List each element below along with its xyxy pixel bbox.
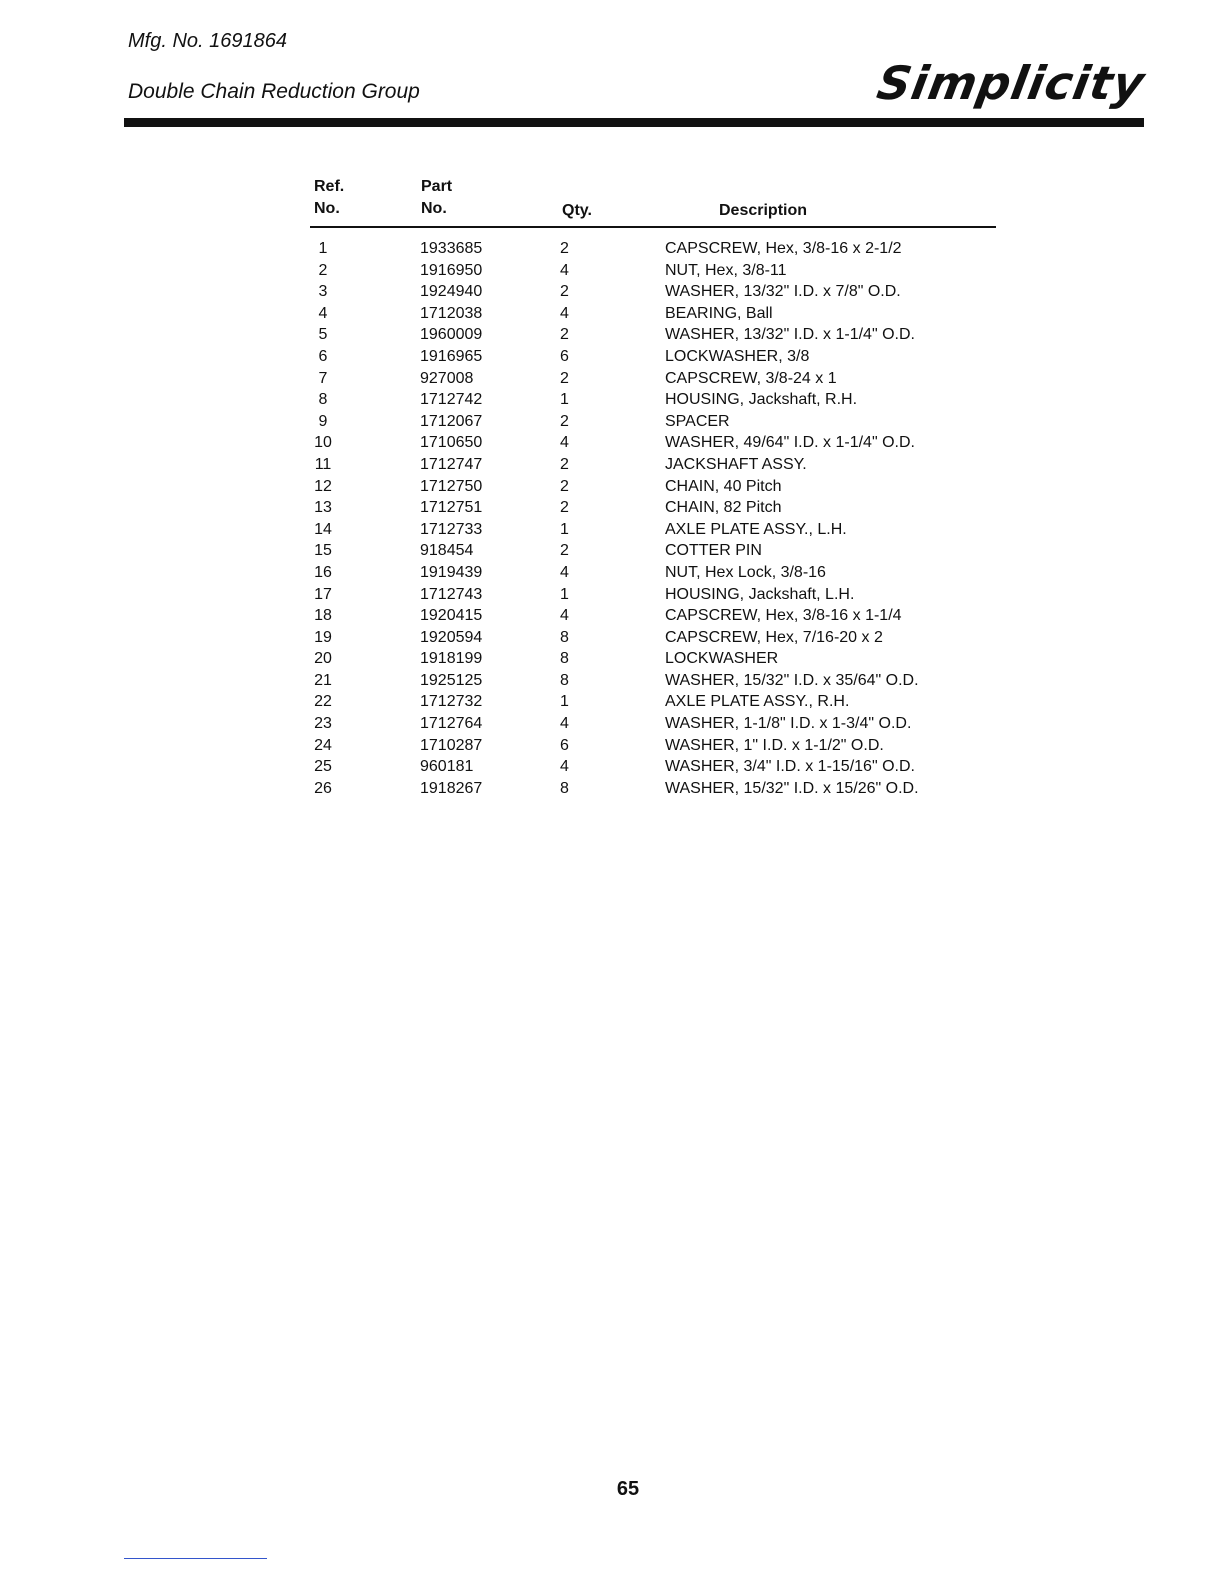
header-underline xyxy=(310,226,996,228)
part-number: 1960009 xyxy=(420,326,483,344)
quantity: 1 xyxy=(560,585,569,603)
ref-number: 5 xyxy=(318,326,328,344)
part-number: 1712751 xyxy=(420,499,483,517)
description: WASHER, 1-1/8" I.D. x 1-3/4" O.D. xyxy=(665,715,912,733)
description: WASHER, 1" I.D. x 1-1/2" O.D. xyxy=(665,736,884,754)
description: WASHER, 15/32" I.D. x 15/26" O.D. xyxy=(665,779,919,797)
part-number: 918454 xyxy=(420,542,474,560)
quantity: 8 xyxy=(560,671,569,689)
table-row xyxy=(0,454,1224,476)
table-row xyxy=(0,432,1224,454)
col-header-description: Description xyxy=(719,202,808,219)
description: SPACER xyxy=(665,412,730,430)
part-number: 1712742 xyxy=(420,391,483,409)
mfg-number: Mfg. No. 1691864 xyxy=(128,30,287,52)
quantity: 4 xyxy=(560,304,569,322)
quantity: 1 xyxy=(560,520,569,538)
description: WASHER, 13/32" I.D. x 1-1/4" O.D. xyxy=(665,326,915,344)
quantity: 4 xyxy=(560,715,569,733)
table-row xyxy=(0,519,1224,541)
page-number: 65 xyxy=(616,1478,640,1500)
table-row xyxy=(0,605,1224,627)
table-row xyxy=(0,584,1224,606)
ref-number: 16 xyxy=(314,563,332,581)
part-number: 1918267 xyxy=(420,779,483,797)
ref-number: 23 xyxy=(314,715,332,733)
col-header-part-line1: Part xyxy=(421,178,453,195)
description: CAPSCREW, Hex, 7/16-20 x 2 xyxy=(665,628,883,646)
description: CAPSCREW, 3/8-24 x 1 xyxy=(665,369,837,387)
table-row xyxy=(0,260,1224,282)
table-row xyxy=(0,497,1224,519)
quantity: 2 xyxy=(560,369,569,387)
table-row xyxy=(0,324,1224,346)
table-row xyxy=(0,756,1224,778)
group-title: Double Chain Reduction Group xyxy=(128,80,420,103)
part-number: 1712747 xyxy=(420,455,483,473)
quantity: 2 xyxy=(560,477,569,495)
ref-number: 20 xyxy=(314,650,332,668)
part-number: 1916950 xyxy=(420,261,483,279)
part-number: 927008 xyxy=(420,369,474,387)
part-number: 1933685 xyxy=(420,240,483,257)
table-row xyxy=(0,368,1224,390)
table-row xyxy=(0,691,1224,713)
ref-number: 13 xyxy=(314,499,332,517)
part-number: 1712732 xyxy=(420,693,483,711)
ref-number: 11 xyxy=(314,455,332,473)
table-row xyxy=(0,411,1224,433)
table-row xyxy=(0,238,1224,260)
ref-number: 25 xyxy=(314,758,332,776)
description: AXLE PLATE ASSY., L.H. xyxy=(665,520,847,538)
col-header-ref-line2: No. xyxy=(314,200,340,217)
description: CHAIN, 40 Pitch xyxy=(665,477,782,495)
ref-number: 15 xyxy=(314,542,332,560)
ref-number: 6 xyxy=(318,347,328,365)
footer-line xyxy=(124,1558,267,1559)
part-number: 1920594 xyxy=(420,628,483,646)
quantity: 2 xyxy=(560,283,569,301)
description: COTTER PIN xyxy=(665,542,762,560)
quantity: 2 xyxy=(560,499,569,517)
quantity: 8 xyxy=(560,779,569,797)
description: WASHER, 13/32" I.D. x 7/8" O.D. xyxy=(665,283,901,301)
description: NUT, Hex, 3/8-11 xyxy=(665,261,787,279)
ref-number: 2 xyxy=(318,261,328,279)
ref-number: 1 xyxy=(318,240,328,257)
part-number: 1710287 xyxy=(420,736,483,754)
part-number: 1919439 xyxy=(420,563,483,581)
ref-number: 18 xyxy=(314,607,332,625)
description: WASHER, 3/4" I.D. x 1-15/16" O.D. xyxy=(665,758,915,776)
ref-number: 26 xyxy=(314,779,332,797)
description: HOUSING, Jackshaft, L.H. xyxy=(665,585,855,603)
quantity: 4 xyxy=(560,434,569,452)
quantity: 8 xyxy=(560,628,569,646)
description: AXLE PLATE ASSY., R.H. xyxy=(665,693,850,711)
quantity: 2 xyxy=(560,240,569,257)
quantity: 1 xyxy=(560,391,569,409)
ref-number: 24 xyxy=(314,736,332,754)
col-header-part-line2: No. xyxy=(421,200,447,217)
part-number: 1925125 xyxy=(420,671,483,689)
part-number: 1712067 xyxy=(420,412,483,430)
ref-number: 14 xyxy=(314,520,332,538)
ref-number: 21 xyxy=(314,671,332,689)
table-row xyxy=(0,303,1224,325)
description: LOCKWASHER, 3/8 xyxy=(665,347,810,365)
col-header-qty: Qty. xyxy=(562,202,592,219)
brand-logo: Simplicity xyxy=(872,56,1149,110)
quantity: 4 xyxy=(560,607,569,625)
description: LOCKWASHER xyxy=(665,650,779,668)
description: BEARING, Ball xyxy=(665,304,773,322)
header-rule xyxy=(124,118,1144,127)
table-row xyxy=(0,670,1224,692)
table-row xyxy=(0,346,1224,368)
quantity: 6 xyxy=(560,347,569,365)
description: NUT, Hex Lock, 3/8-16 xyxy=(665,563,826,581)
part-number: 960181 xyxy=(420,758,474,776)
ref-number: 8 xyxy=(318,391,328,409)
ref-number: 12 xyxy=(314,477,332,495)
ref-number: 17 xyxy=(314,585,332,603)
table-row xyxy=(0,627,1224,649)
table-row xyxy=(0,562,1224,584)
description: HOUSING, Jackshaft, R.H. xyxy=(665,391,858,409)
quantity: 2 xyxy=(560,326,569,344)
table-row xyxy=(0,778,1224,800)
ref-number: 22 xyxy=(314,693,332,711)
part-number: 1712750 xyxy=(420,477,483,495)
quantity: 4 xyxy=(560,261,569,279)
table-row xyxy=(0,389,1224,411)
description: WASHER, 15/32" I.D. x 35/64" O.D. xyxy=(665,671,919,689)
parts-list xyxy=(0,238,1224,799)
description: JACKSHAFT ASSY. xyxy=(665,455,807,473)
ref-number: 3 xyxy=(318,283,328,301)
part-number: 1918199 xyxy=(420,650,483,668)
ref-number: 19 xyxy=(314,628,332,646)
part-number: 1712743 xyxy=(420,585,483,603)
description: WASHER, 49/64" I.D. x 1-1/4" O.D. xyxy=(665,434,915,452)
description: CAPSCREW, Hex, 3/8-16 x 1-1/4 xyxy=(665,607,902,625)
part-number: 1712733 xyxy=(420,520,483,538)
table-row xyxy=(0,476,1224,498)
part-number: 1712764 xyxy=(420,715,483,733)
col-header-ref-line1: Ref. xyxy=(314,178,345,195)
ref-number: 9 xyxy=(318,412,328,430)
quantity: 1 xyxy=(560,693,569,711)
part-number: 1712038 xyxy=(420,304,483,322)
quantity: 4 xyxy=(560,758,569,776)
quantity: 2 xyxy=(560,412,569,430)
quantity: 4 xyxy=(560,563,569,581)
table-row xyxy=(0,648,1224,670)
part-number: 1920415 xyxy=(420,607,483,625)
quantity: 2 xyxy=(560,542,569,560)
quantity: 2 xyxy=(560,455,569,473)
table-row xyxy=(0,540,1224,562)
description: CAPSCREW, Hex, 3/8-16 x 2-1/2 xyxy=(665,240,902,257)
ref-number: 7 xyxy=(318,369,328,387)
part-number: 1710650 xyxy=(420,434,483,452)
col-header-ref xyxy=(314,176,344,220)
table-row xyxy=(0,713,1224,735)
part-number: 1916965 xyxy=(420,347,483,365)
part-number: 1924940 xyxy=(420,283,483,301)
col-header-part xyxy=(421,176,452,220)
quantity: 6 xyxy=(560,736,569,754)
description: CHAIN, 82 Pitch xyxy=(665,499,782,517)
table-row xyxy=(0,281,1224,303)
quantity: 8 xyxy=(560,650,569,668)
ref-number: 4 xyxy=(318,304,328,322)
table-row xyxy=(0,735,1224,757)
ref-number: 10 xyxy=(314,434,332,452)
